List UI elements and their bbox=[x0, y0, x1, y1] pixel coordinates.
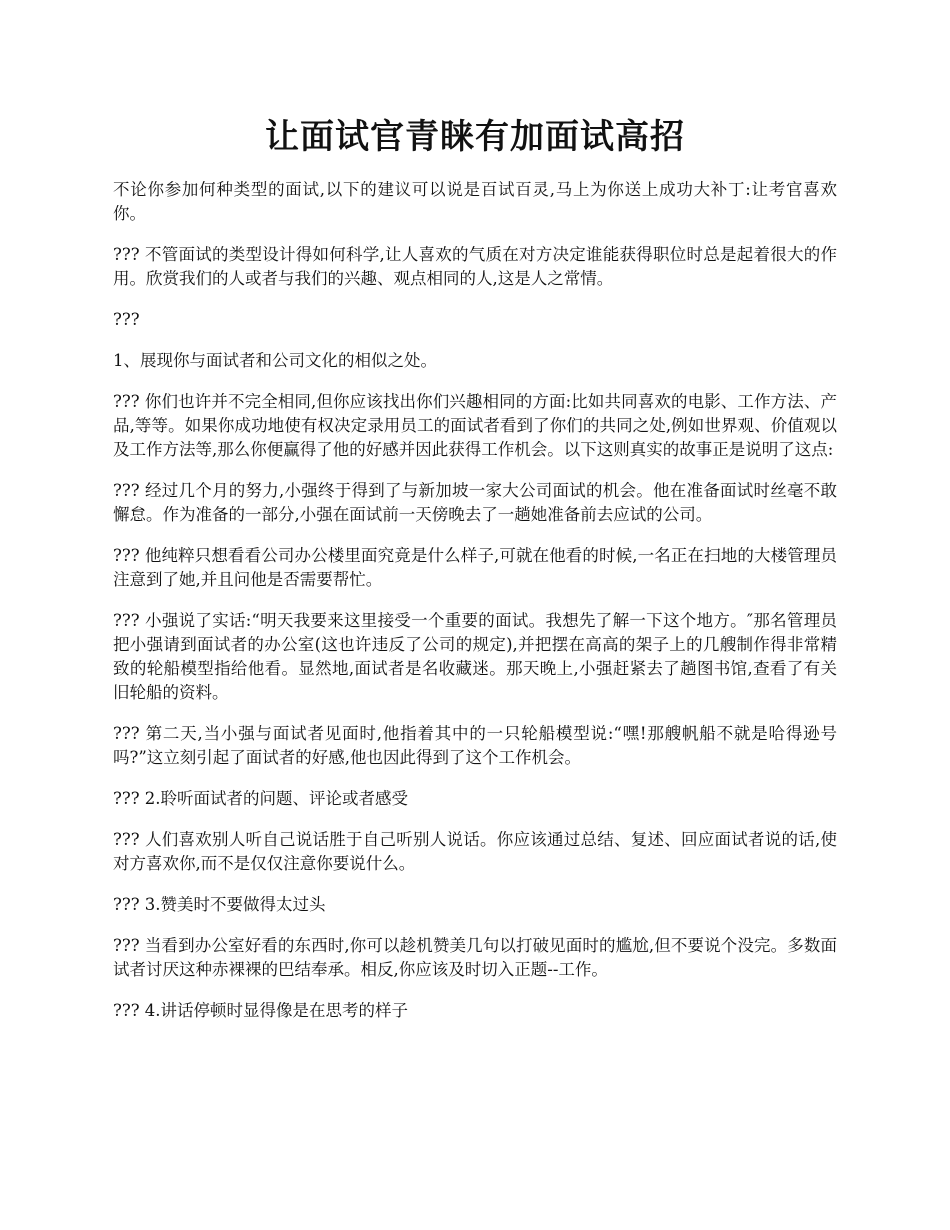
paragraph: ??? 不管面试的类型设计得如何科学,让人喜欢的气质在对方决定谁能获得职位时总是起着很大的作用。欣赏我们的人或者与我们的兴趣、观点相同的人,这是人之常情。 bbox=[113, 245, 837, 288]
paragraph: ??? 小强说了实话:“明天我要来这里接受一个重要的面试。我想先了解一下这个地方。″那名管理员把小强请到面试者的办公室(这也许违反了公司的规定),并把摆在高高的架子上的几艘制作得非常精致的轮船模型指给他看。显然地,面试者是名收藏迷。那天晚上,小强赶紧去了趟图书馆,查看了有关旧轮船的资料。 bbox=[113, 611, 837, 702]
section-heading-3: ??? 3.赞美时不要做得太过头 bbox=[113, 895, 326, 914]
section-heading-4: ??? 4.讲话停顿时显得像是在思考的样子 bbox=[113, 1001, 409, 1020]
section-heading-2: ??? 2.聆听面试者的问题、评论或者感受 bbox=[113, 789, 409, 808]
document-title: 让面试官青睐有加面试高招 bbox=[265, 117, 685, 157]
paragraph: ??? 当看到办公室好看的东西时,你可以趁机赞美几句以打破见面时的尴尬,但不要说个没完。多数面试者讨厌这种赤裸裸的巴结奉承。相反,你应该及时切入正题--工作。 bbox=[113, 936, 837, 979]
paragraph: ??? bbox=[113, 310, 140, 329]
section-heading-1: 1、展现你与面试者和公司文化的相似之处。 bbox=[113, 351, 437, 370]
paragraph: ??? 他纯粹只想看看公司办公楼里面究竟是什么样子,可就在他看的时候,一名正在扫地的大楼管理员注意到了她,并且问他是否需要帮忙。 bbox=[113, 546, 837, 589]
paragraph: ??? 人们喜欢别人听自己说话胜于自己听别人说话。你应该通过总结、复述、回应面试者说的话,使对方喜欢你,而不是仅仅注意你要说什么。 bbox=[113, 830, 837, 873]
paragraph: ??? 经过几个月的努力,小强终于得到了与新加坡一家大公司面试的机会。他在准备面试时丝毫不敢懈怠。作为准备的一部分,小强在面试前一天傍晚去了一趟她准备前去应试的公司。 bbox=[113, 481, 837, 524]
paragraph-intro: 不论你参加何种类型的面试,以下的建议可以说是百试百灵,马上为你送上成功大补丁:让考官喜欢你。 bbox=[113, 180, 837, 223]
document-page bbox=[113, 112, 837, 1040]
paragraph: ??? 第二天,当小强与面试者见面时,他指着其中的一只轮船模型说:“嘿!那艘帆船不就是哈得逊号吗?”这立刻引起了面试者的好感,他也因此得到了这个工作机会。 bbox=[113, 724, 837, 767]
paragraph: ??? 你们也许并不完全相同,但你应该找出你们兴趣相同的方面:比如共同喜欢的电影、工作方法、产品,等等。如果你成功地使有权决定录用员工的面试者看到了你们的共同之处,例如世界观、价值观以及工作方法等,那么你便赢得了他的好感并因此获得工作机会。以下这则真实的故事正是说明了这点: bbox=[113, 392, 837, 459]
